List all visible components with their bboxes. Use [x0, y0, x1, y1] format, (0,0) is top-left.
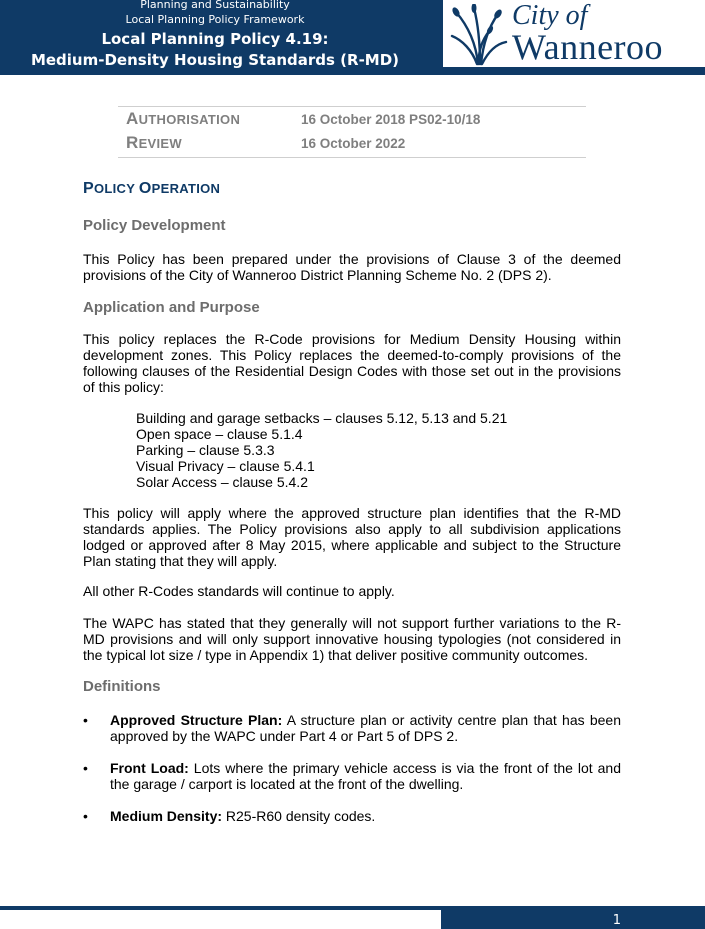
application-para-3: All other R-Codes standards will continue to apply. — [83, 583, 395, 599]
grass-plant-icon — [450, 4, 508, 66]
definition-term: Medium Density: — [110, 808, 223, 824]
definitions-heading: Definitions — [83, 678, 161, 695]
page-header — [0, 0, 705, 75]
clause-item: Visual Privacy – clause 5.4.1 — [136, 458, 315, 474]
footer-band — [441, 906, 705, 929]
application-heading: Application and Purpose — [83, 299, 260, 316]
clause-item: Building and garage setbacks – clauses 5.12, 5.13 and 5.21 — [136, 410, 508, 426]
page-number: 1 — [612, 913, 621, 928]
policy-number: Local Planning Policy 4.19: — [101, 30, 329, 48]
definition-text: Front Load: Lots where the primary vehicle access is via the front of the lot and the garage / carport is located at the front of the dwelling. — [110, 760, 621, 792]
policy-meta-table — [118, 106, 586, 158]
review-label: REVIEW — [126, 133, 182, 152]
review-row — [126, 133, 586, 157]
definition-text: Medium Density: R25-R60 density codes. — [110, 808, 376, 824]
application-para-2: This policy will apply where the approved structure plan identifies that the R-MD standards applies. The Policy provisions also apply to all subdivision applications lodged or approved after 8 May 2015, where applicable and subject to the Structure Plan stating that they will apply. — [83, 505, 621, 569]
header-rule — [443, 67, 705, 75]
clauses-list — [136, 410, 507, 490]
review-value: 16 October 2022 — [301, 136, 406, 151]
authorisation-label: AUTHORISATION — [126, 109, 241, 128]
department-name: Planning and Sustainability — [140, 0, 290, 11]
logo-text-wanneroo: Wanneroo — [512, 27, 664, 67]
framework-name: Local Planning Policy Framework — [125, 13, 305, 26]
authorisation-row — [126, 109, 586, 133]
bullet: • — [83, 760, 88, 776]
policy-title: Medium-Density Housing Standards (R-MD) — [30, 51, 400, 69]
policy-development-text: This Policy has been prepared under the provisions of Clause 3 of the deemed provisions of the City of Wanneroo District Planning Scheme No. 2 (DPS 2). — [83, 251, 621, 283]
logo-text-city-of: City of — [512, 0, 588, 31]
definition-term: Front Load: — [110, 760, 189, 776]
section-title: POLICY OPERATION — [83, 180, 221, 197]
bullet: • — [83, 808, 88, 824]
authorisation-value: 16 October 2018 PS02-10/18 — [301, 112, 481, 127]
clause-item: Open space – clause 5.1.4 — [136, 426, 303, 442]
application-intro: This policy replaces the R-Code provisions for Medium Density Housing within development zones. This Policy replaces the deemed-to-comply provisions of the following clauses of the Residential Design Codes with those set out in the provisions of this policy: — [83, 331, 621, 395]
policy-development-heading: Policy Development — [83, 217, 226, 234]
definition-term: Approved Structure Plan: — [110, 712, 283, 728]
application-para-4: The WAPC has stated that they generally will not support further variations to the R-MD provisions and will only support innovative housing typologies (not considered in the typical lot size / type in Appendix 1) that deliver positive community outcomes. — [83, 615, 621, 663]
clause-item: Parking – clause 5.3.3 — [136, 442, 275, 458]
bullet: • — [83, 712, 88, 728]
definition-text: Approved Structure Plan: A structure plan or activity centre plan that has been approved by the WAPC under Part 4 or Part 5 of DPS 2. — [110, 712, 621, 744]
clause-item: Solar Access – clause 5.4.2 — [136, 474, 308, 490]
city-logo — [450, 0, 680, 67]
